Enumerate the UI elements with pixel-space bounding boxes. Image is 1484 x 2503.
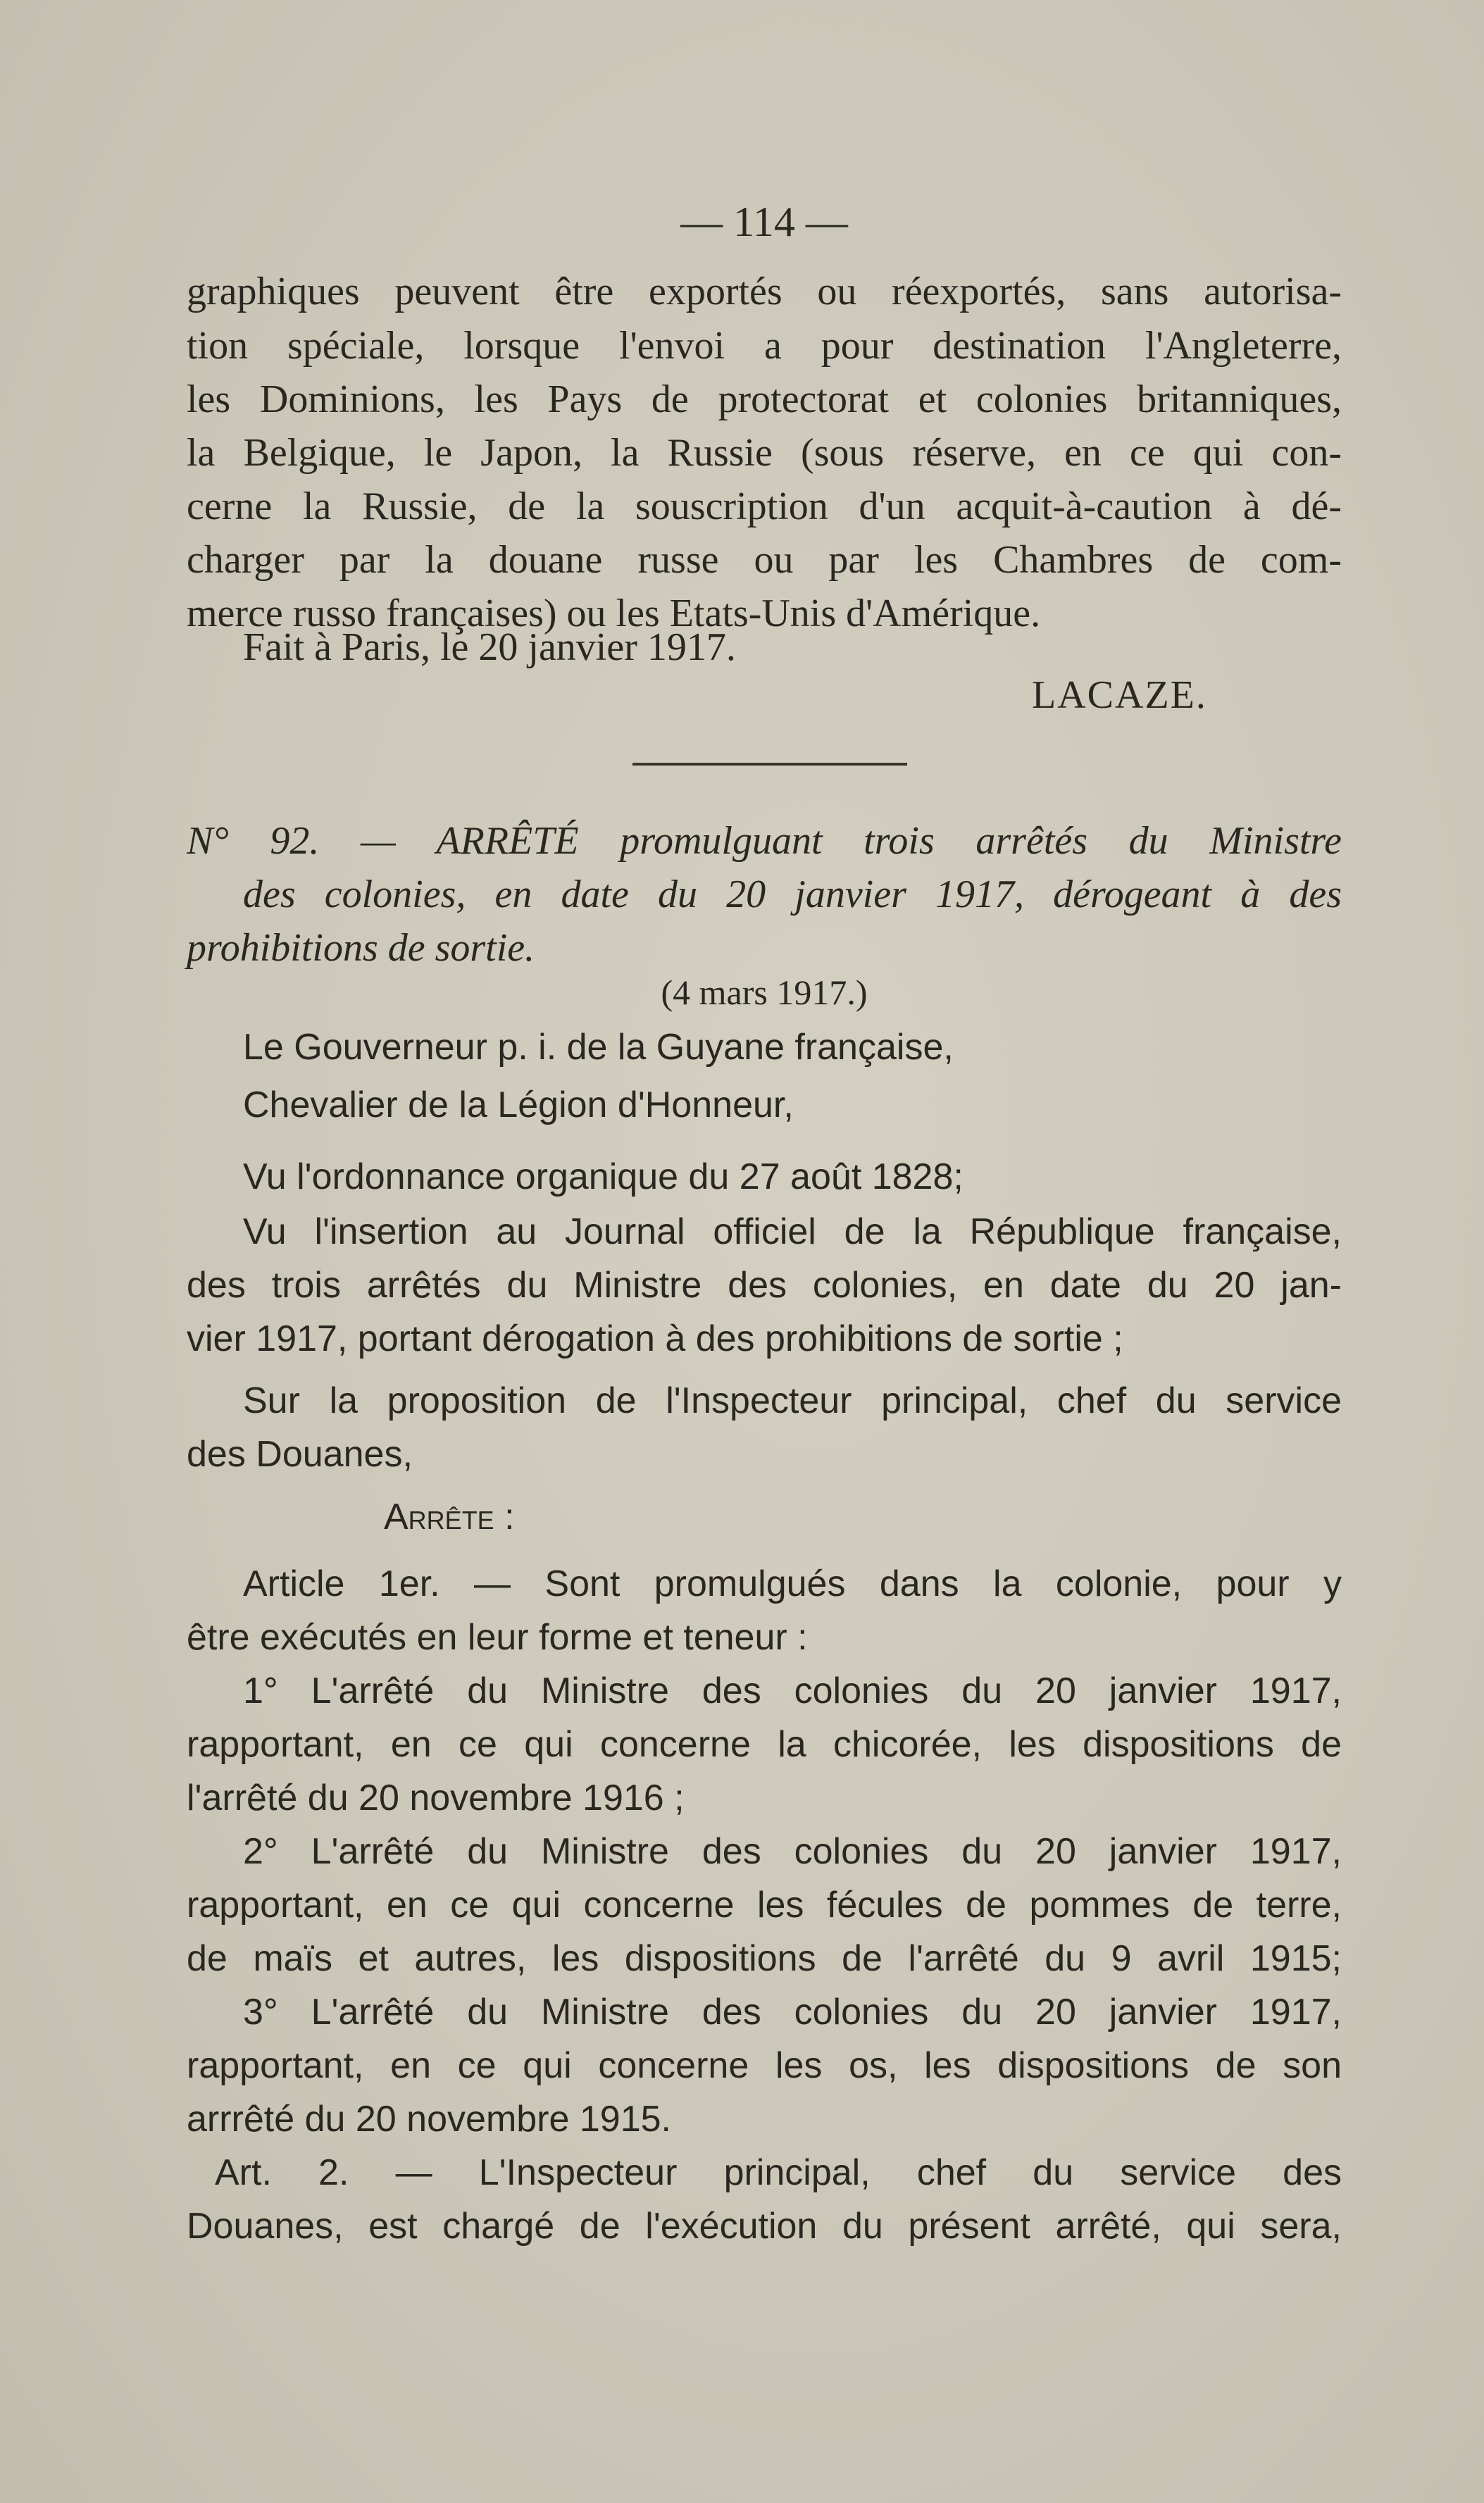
page-number: — 114 — xyxy=(680,199,848,245)
signature: LACAZE. xyxy=(1032,673,1207,717)
heading-line-2: des colonies, en date du 20 janvier 1917, dérogeant à des xyxy=(243,873,1342,916)
article2-line-2: Douanes, est chargé de l'exécution du présent arrêté, qui sera, xyxy=(187,2206,1342,2247)
item2-line-3: de maïs et autres, les dispositions de l'arrêté du 9 avril 1915; xyxy=(187,1938,1342,1979)
sur-line-1: Sur la proposition de l'Inspecteur principal, chef du service xyxy=(243,1380,1342,1421)
para1-line-3: les Dominions, les Pays de protectorat et colonies britanniques, xyxy=(187,377,1342,421)
sur-line-2: des Douanes, xyxy=(187,1434,413,1475)
item1-line-2: rapportant, en ce qui concerne la chicorée, les dispositions de xyxy=(187,1724,1342,1765)
item3-line-3: arrrêté du 20 novembre 1915. xyxy=(187,2099,671,2140)
chevalier-line: Chevalier de la Légion d'Honneur, xyxy=(243,1085,794,1125)
para1-line-7: merce russo françaises) ou les Etats-Unis d'Amérique. xyxy=(187,592,1041,635)
heading-line-1: N° 92. — ARRÊTÉ promulguant trois arrêtés du Ministre xyxy=(187,819,1342,863)
vu-insertion-line-2: des trois arrêtés du Ministre des colonies, en date du 20 jan- xyxy=(187,1265,1342,1306)
governor-line: Le Gouverneur p. i. de la Guyane française, xyxy=(243,1027,954,1068)
fait-line: Fait à Paris, le 20 janvier 1917. xyxy=(243,625,736,669)
item3-line-1: 3° L'arrêté du Ministre des colonies du 20 janvier 1917, xyxy=(243,1992,1342,2033)
arrete-heading: Arrête : xyxy=(384,1497,515,1537)
para1-line-2: tion spéciale, lorsque l'envoi a pour destination l'Angleterre, xyxy=(187,324,1342,368)
section-divider xyxy=(632,763,907,766)
item2-line-2: rapportant, en ce qui concerne les fécules de pommes de terre, xyxy=(187,1885,1342,1925)
item1-line-3: l'arrêté du 20 novembre 1916 ; xyxy=(187,1778,685,1818)
item2-line-1: 2° L'arrêté du Ministre des colonies du 20 janvier 1917, xyxy=(243,1831,1342,1872)
item3-line-2: rapportant, en ce qui concerne les os, les dispositions de son xyxy=(187,2045,1342,2086)
item1-line-1: 1° L'arrêté du Ministre des colonies du 20 janvier 1917, xyxy=(243,1671,1342,1711)
vu-insertion-line-3: vier 1917, portant dérogation à des prohibitions de sortie ; xyxy=(187,1318,1123,1359)
para1-line-6: charger par la douane russe ou par les Chambres de com- xyxy=(187,538,1342,582)
article2-line-1: Art. 2. — L'Inspecteur principal, chef du service des xyxy=(215,2152,1342,2193)
para1-line-5: cerne la Russie, de la souscription d'un acquit-à-caution à dé- xyxy=(187,485,1342,528)
para1-line-1: graphiques peuvent être exportés ou réexportés, sans autorisa- xyxy=(187,270,1342,313)
heading-date: (4 mars 1917.) xyxy=(661,973,868,1012)
heading-line-3: prohibitions de sortie. xyxy=(187,926,535,970)
vu-insertion-line-1: Vu l'insertion au Journal officiel de la République française, xyxy=(243,1211,1342,1252)
article1-line-1: Article 1er. — Sont promulgués dans la colonie, pour y xyxy=(243,1563,1342,1604)
article1-line-2: être exécutés en leur forme et teneur : xyxy=(187,1617,808,1658)
vu-ordonnance: Vu l'ordonnance organique du 27 août 1828; xyxy=(243,1156,964,1197)
para1-line-4: la Belgique, le Japon, la Russie (sous réserve, en ce qui con- xyxy=(187,431,1342,475)
